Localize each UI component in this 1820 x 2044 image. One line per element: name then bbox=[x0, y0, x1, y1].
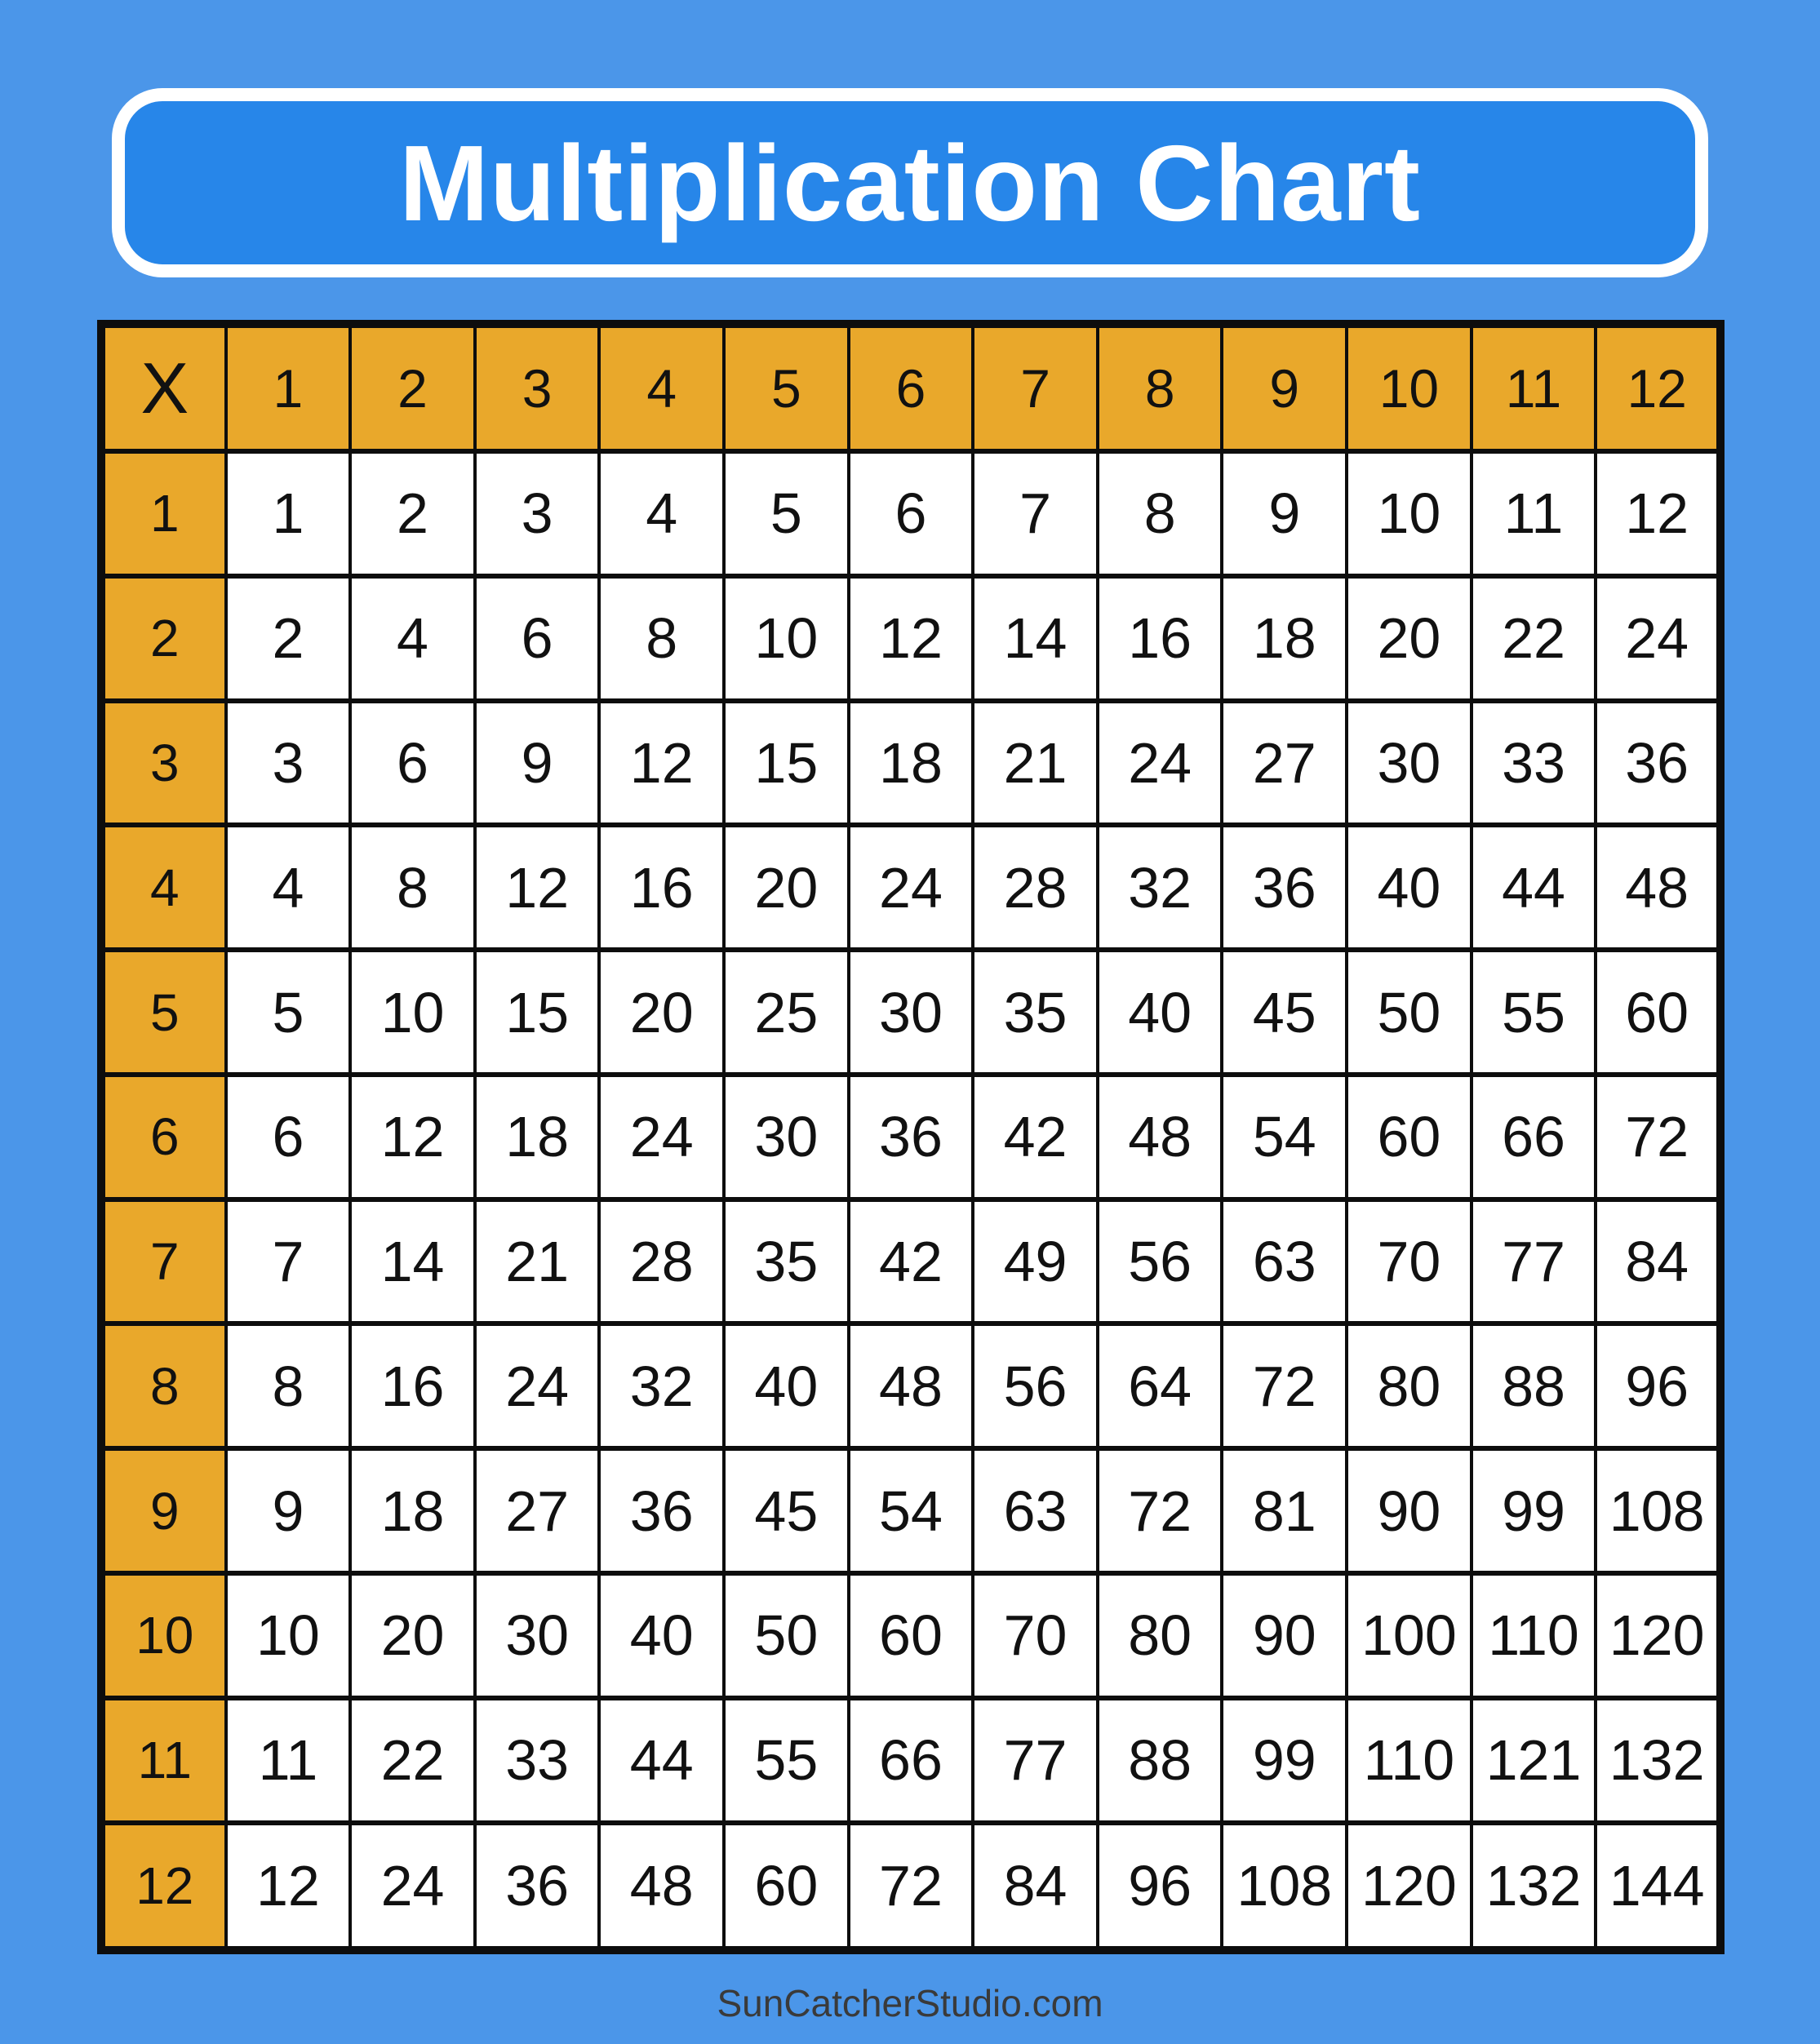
product-cell: 4 bbox=[350, 576, 475, 701]
product-cell: 5 bbox=[226, 950, 351, 1075]
product-cell: 36 bbox=[1596, 701, 1720, 826]
row-header-cell: 3 bbox=[101, 701, 226, 826]
product-cell: 18 bbox=[475, 1075, 600, 1199]
product-cell: 20 bbox=[724, 825, 849, 950]
product-cell: 3 bbox=[475, 451, 600, 576]
product-cell: 90 bbox=[1347, 1448, 1472, 1573]
product-cell: 20 bbox=[1347, 576, 1472, 701]
product-cell: 144 bbox=[1596, 1823, 1720, 1950]
column-header-cell: 7 bbox=[973, 324, 1098, 451]
product-cell: 120 bbox=[1596, 1573, 1720, 1698]
table-row bbox=[101, 1698, 1720, 1823]
row-header-cell: 6 bbox=[101, 1075, 226, 1199]
product-cell: 72 bbox=[1222, 1324, 1347, 1448]
product-cell: 36 bbox=[1222, 825, 1347, 950]
product-cell: 16 bbox=[1098, 576, 1223, 701]
column-header-cell: 4 bbox=[599, 324, 724, 451]
product-cell: 16 bbox=[350, 1324, 475, 1448]
table-row bbox=[101, 1075, 1720, 1199]
product-cell: 32 bbox=[599, 1324, 724, 1448]
column-header-cell: 10 bbox=[1347, 324, 1472, 451]
product-cell: 66 bbox=[849, 1698, 974, 1823]
product-cell: 6 bbox=[350, 701, 475, 826]
product-cell: 121 bbox=[1472, 1698, 1596, 1823]
product-cell: 10 bbox=[226, 1573, 351, 1698]
product-cell: 99 bbox=[1222, 1698, 1347, 1823]
page-title: Multiplication Chart bbox=[399, 122, 1421, 243]
product-cell: 9 bbox=[226, 1448, 351, 1573]
product-cell: 45 bbox=[1222, 950, 1347, 1075]
product-cell: 5 bbox=[724, 451, 849, 576]
product-cell: 80 bbox=[1347, 1324, 1472, 1448]
product-cell: 24 bbox=[475, 1324, 600, 1448]
product-cell: 80 bbox=[1098, 1573, 1223, 1698]
product-cell: 12 bbox=[599, 701, 724, 826]
product-cell: 14 bbox=[973, 576, 1098, 701]
product-cell: 22 bbox=[1472, 576, 1596, 701]
product-cell: 30 bbox=[1347, 701, 1472, 826]
product-cell: 30 bbox=[849, 950, 974, 1075]
product-cell: 40 bbox=[1347, 825, 1472, 950]
product-cell: 40 bbox=[724, 1324, 849, 1448]
product-cell: 56 bbox=[1098, 1199, 1223, 1324]
product-cell: 54 bbox=[849, 1448, 974, 1573]
product-cell: 36 bbox=[475, 1823, 600, 1950]
table-row bbox=[101, 1448, 1720, 1573]
product-cell: 90 bbox=[1222, 1573, 1347, 1698]
product-cell: 56 bbox=[973, 1324, 1098, 1448]
product-cell: 12 bbox=[1596, 451, 1720, 576]
multiplication-table bbox=[97, 320, 1725, 1954]
product-cell: 6 bbox=[849, 451, 974, 576]
product-cell: 7 bbox=[226, 1199, 351, 1324]
product-cell: 9 bbox=[1222, 451, 1347, 576]
product-cell: 55 bbox=[1472, 950, 1596, 1075]
product-cell: 72 bbox=[1098, 1448, 1223, 1573]
product-cell: 50 bbox=[724, 1573, 849, 1698]
title-banner bbox=[112, 88, 1708, 277]
product-cell: 45 bbox=[724, 1448, 849, 1573]
product-cell: 36 bbox=[849, 1075, 974, 1199]
product-cell: 100 bbox=[1347, 1573, 1472, 1698]
row-header-cell: 11 bbox=[101, 1698, 226, 1823]
product-cell: 4 bbox=[599, 451, 724, 576]
product-cell: 18 bbox=[350, 1448, 475, 1573]
product-cell: 18 bbox=[849, 701, 974, 826]
product-cell: 96 bbox=[1596, 1324, 1720, 1448]
product-cell: 54 bbox=[1222, 1075, 1347, 1199]
table-row bbox=[101, 576, 1720, 701]
row-header-cell: 5 bbox=[101, 950, 226, 1075]
product-cell: 84 bbox=[1596, 1199, 1720, 1324]
product-cell: 55 bbox=[724, 1698, 849, 1823]
product-cell: 24 bbox=[350, 1823, 475, 1950]
product-cell: 8 bbox=[226, 1324, 351, 1448]
row-header-cell: 9 bbox=[101, 1448, 226, 1573]
product-cell: 84 bbox=[973, 1823, 1098, 1950]
product-cell: 110 bbox=[1347, 1698, 1472, 1823]
product-cell: 15 bbox=[475, 950, 600, 1075]
product-cell: 12 bbox=[226, 1823, 351, 1950]
product-cell: 72 bbox=[849, 1823, 974, 1950]
product-cell: 36 bbox=[599, 1448, 724, 1573]
product-cell: 32 bbox=[1098, 825, 1223, 950]
product-cell: 18 bbox=[1222, 576, 1347, 701]
product-cell: 27 bbox=[475, 1448, 600, 1573]
table-row bbox=[101, 451, 1720, 576]
product-cell: 35 bbox=[973, 950, 1098, 1075]
product-cell: 77 bbox=[1472, 1199, 1596, 1324]
table-row bbox=[101, 950, 1720, 1075]
product-cell: 96 bbox=[1098, 1823, 1223, 1950]
product-cell: 70 bbox=[1347, 1199, 1472, 1324]
product-cell: 108 bbox=[1222, 1823, 1347, 1950]
product-cell: 28 bbox=[599, 1199, 724, 1324]
product-cell: 9 bbox=[475, 701, 600, 826]
product-cell: 8 bbox=[1098, 451, 1223, 576]
product-cell: 15 bbox=[724, 701, 849, 826]
product-cell: 35 bbox=[724, 1199, 849, 1324]
product-cell: 10 bbox=[350, 950, 475, 1075]
product-cell: 48 bbox=[1098, 1075, 1223, 1199]
table-row bbox=[101, 1324, 1720, 1448]
product-cell: 42 bbox=[849, 1199, 974, 1324]
product-cell: 22 bbox=[350, 1698, 475, 1823]
row-header-cell: 8 bbox=[101, 1324, 226, 1448]
product-cell: 1 bbox=[226, 451, 351, 576]
product-cell: 40 bbox=[599, 1573, 724, 1698]
product-cell: 24 bbox=[599, 1075, 724, 1199]
table-row bbox=[101, 1573, 1720, 1698]
row-header-cell: 7 bbox=[101, 1199, 226, 1324]
product-cell: 60 bbox=[1596, 950, 1720, 1075]
product-cell: 27 bbox=[1222, 701, 1347, 826]
product-cell: 30 bbox=[724, 1075, 849, 1199]
product-cell: 14 bbox=[350, 1199, 475, 1324]
product-cell: 50 bbox=[1347, 950, 1472, 1075]
product-cell: 24 bbox=[1098, 701, 1223, 826]
table-row bbox=[101, 701, 1720, 826]
product-cell: 21 bbox=[475, 1199, 600, 1324]
row-header-cell: 2 bbox=[101, 576, 226, 701]
product-cell: 70 bbox=[973, 1573, 1098, 1698]
corner-cell: X bbox=[101, 324, 226, 451]
product-cell: 2 bbox=[226, 576, 351, 701]
column-header-cell: 3 bbox=[475, 324, 600, 451]
product-cell: 48 bbox=[849, 1324, 974, 1448]
product-cell: 120 bbox=[1347, 1823, 1472, 1950]
product-cell: 110 bbox=[1472, 1573, 1596, 1698]
product-cell: 63 bbox=[973, 1448, 1098, 1573]
product-cell: 12 bbox=[350, 1075, 475, 1199]
product-cell: 30 bbox=[475, 1573, 600, 1698]
product-cell: 7 bbox=[973, 451, 1098, 576]
table-row bbox=[101, 1823, 1720, 1950]
product-cell: 60 bbox=[1347, 1075, 1472, 1199]
column-header-cell: 1 bbox=[226, 324, 351, 451]
product-cell: 88 bbox=[1098, 1698, 1223, 1823]
table-header-row bbox=[101, 324, 1720, 451]
product-cell: 44 bbox=[599, 1698, 724, 1823]
row-header-cell: 12 bbox=[101, 1823, 226, 1950]
product-cell: 49 bbox=[973, 1199, 1098, 1324]
product-cell: 8 bbox=[350, 825, 475, 950]
product-cell: 3 bbox=[226, 701, 351, 826]
table-body bbox=[101, 451, 1720, 1950]
product-cell: 48 bbox=[599, 1823, 724, 1950]
product-cell: 42 bbox=[973, 1075, 1098, 1199]
product-cell: 10 bbox=[1347, 451, 1472, 576]
product-cell: 24 bbox=[1596, 576, 1720, 701]
product-cell: 64 bbox=[1098, 1324, 1223, 1448]
column-header-cell: 8 bbox=[1098, 324, 1223, 451]
column-header-cell: 12 bbox=[1596, 324, 1720, 451]
product-cell: 81 bbox=[1222, 1448, 1347, 1573]
product-cell: 2 bbox=[350, 451, 475, 576]
product-cell: 72 bbox=[1596, 1075, 1720, 1199]
product-cell: 6 bbox=[226, 1075, 351, 1199]
column-header-cell: 9 bbox=[1222, 324, 1347, 451]
product-cell: 11 bbox=[226, 1698, 351, 1823]
product-cell: 44 bbox=[1472, 825, 1596, 950]
product-cell: 60 bbox=[849, 1573, 974, 1698]
product-cell: 28 bbox=[973, 825, 1098, 950]
product-cell: 20 bbox=[350, 1573, 475, 1698]
product-cell: 132 bbox=[1472, 1823, 1596, 1950]
product-cell: 33 bbox=[475, 1698, 600, 1823]
product-cell: 63 bbox=[1222, 1199, 1347, 1324]
product-cell: 21 bbox=[973, 701, 1098, 826]
product-cell: 108 bbox=[1596, 1448, 1720, 1573]
product-cell: 12 bbox=[849, 576, 974, 701]
product-cell: 16 bbox=[599, 825, 724, 950]
column-header-cell: 2 bbox=[350, 324, 475, 451]
product-cell: 4 bbox=[226, 825, 351, 950]
product-cell: 8 bbox=[599, 576, 724, 701]
product-cell: 24 bbox=[849, 825, 974, 950]
header-row bbox=[101, 324, 1720, 451]
product-cell: 99 bbox=[1472, 1448, 1596, 1573]
product-cell: 40 bbox=[1098, 950, 1223, 1075]
product-cell: 6 bbox=[475, 576, 600, 701]
row-header-cell: 1 bbox=[101, 451, 226, 576]
product-cell: 25 bbox=[724, 950, 849, 1075]
product-cell: 10 bbox=[724, 576, 849, 701]
table-row bbox=[101, 1199, 1720, 1324]
product-cell: 33 bbox=[1472, 701, 1596, 826]
product-cell: 77 bbox=[973, 1698, 1098, 1823]
column-header-cell: 6 bbox=[849, 324, 974, 451]
row-header-cell: 10 bbox=[101, 1573, 226, 1698]
product-cell: 11 bbox=[1472, 451, 1596, 576]
product-cell: 66 bbox=[1472, 1075, 1596, 1199]
footer-credit: SunCatcherStudio.com bbox=[717, 1982, 1103, 2024]
row-header-cell: 4 bbox=[101, 825, 226, 950]
product-cell: 12 bbox=[475, 825, 600, 950]
product-cell: 60 bbox=[724, 1823, 849, 1950]
column-header-cell: 11 bbox=[1472, 324, 1596, 451]
product-cell: 132 bbox=[1596, 1698, 1720, 1823]
table-row bbox=[101, 825, 1720, 950]
product-cell: 48 bbox=[1596, 825, 1720, 950]
product-cell: 20 bbox=[599, 950, 724, 1075]
column-header-cell: 5 bbox=[724, 324, 849, 451]
product-cell: 88 bbox=[1472, 1324, 1596, 1448]
